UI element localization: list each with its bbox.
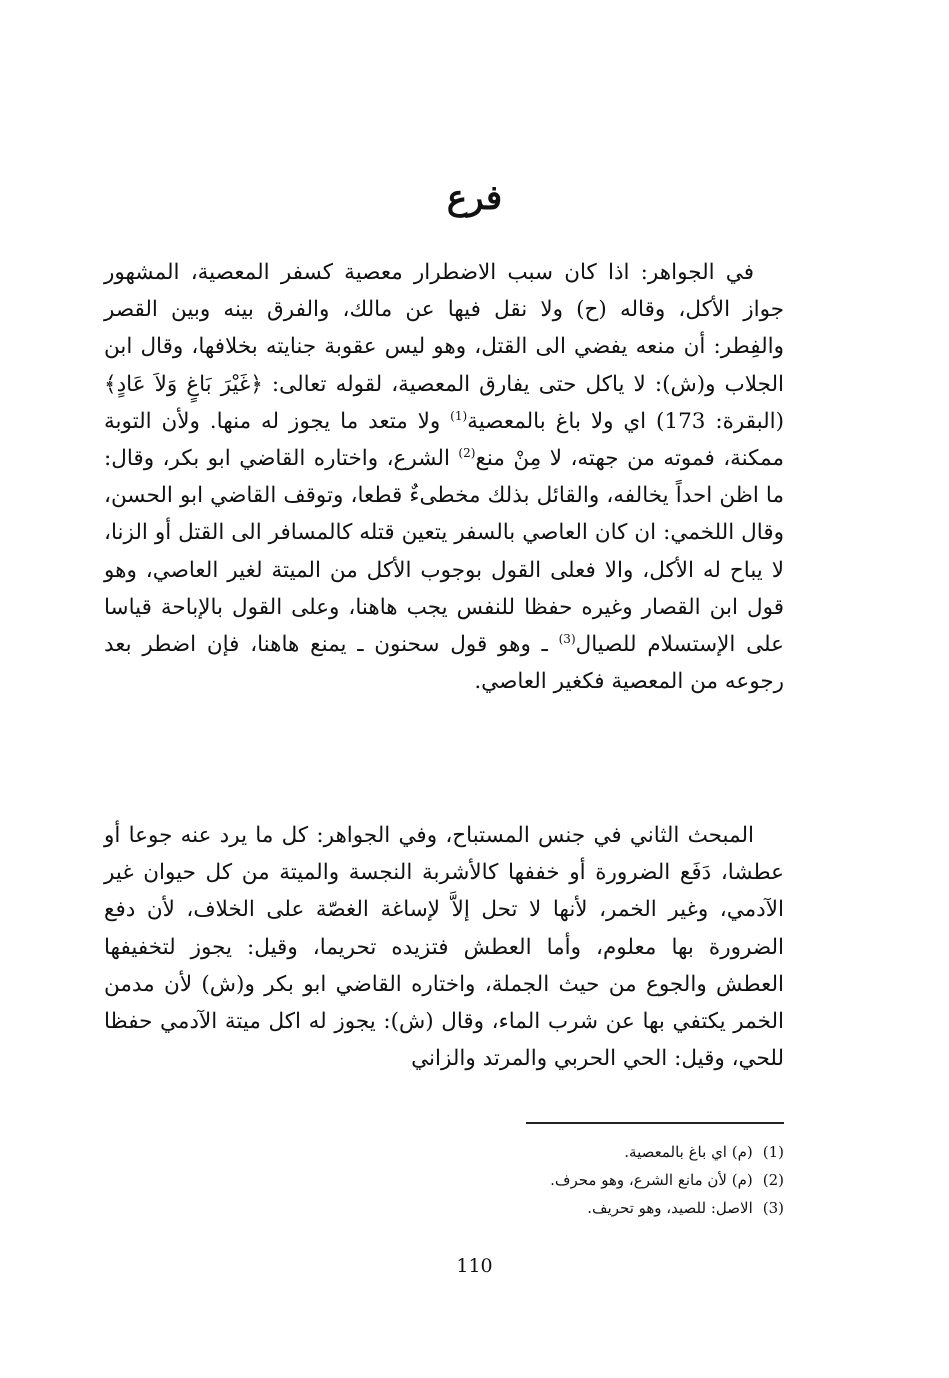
footnote-ref-1: (1) <box>450 408 468 423</box>
footnote-number: (3) <box>762 1199 784 1217</box>
paragraph-2 <box>104 817 784 1077</box>
paragraph-2-text: المبحث الثاني في جنس المستباح، وفي الجواهر: كل ما يرد عنه جوعا أو عطشا، دَفَع الضرورة أو خففها كالأشربة النجسة والميتة من كل حيوان غير الآدمي، وغير الخمر، لأنها لا تحل إلاَّ لإساغة الغصّة على الخلاف، لأن دفع الضرورة بها معلوم، وأما العطش فتزيده تحريما، وقيل: يجوز لتخفيفها العطش والجوع من حيث الجملة، واختاره القاضي ابو بكر و(ش) لأن مدمن الخمر يكتفي بها عن شرب الماء، وقال (ش): يجوز له اكل ميتة الآدمي حفظا للحي، وقيل: الحي الحربي والمرتد والزاني <box>104 823 784 1072</box>
section-heading: فرع <box>446 178 503 218</box>
footnote-text: (م) لأن مانع الشرع، وهو محرف. <box>550 1171 753 1189</box>
footnotes <box>340 1138 784 1222</box>
footnote-ref-3: (3) <box>558 631 576 646</box>
footnote-divider <box>526 1122 784 1124</box>
paragraph-1-text-c: الشرع، واختاره القاضي ابو بكر، وقال: ما اظن احداً يخالفه، والقائل بذلك مخطىءٌ قطعا، وتوقف القاضي ابو الحسن، وقال اللخمي: ان كان العاصي بالسفر يتعين قتله كالمسافر الى القتل أو الزنا، لا يباح له الأكل، والا فعلى القول بوجوب الأكل من الميتة لغير العاصي، وهو قول ابن القصار وغيره حفظا للنفس يجب هاهنا، وعلى القول بالإباحة قياسا على الإستسلام للصيال <box>104 446 784 658</box>
footnote-2 <box>340 1166 784 1194</box>
footnote-number: (2) <box>762 1171 784 1189</box>
paragraph-1-text-b: ولا متعد ما يجوز له منها. ولأن التوبة ممكنة، فموته من جهته، لا مِنْ منع <box>104 408 784 472</box>
paragraph-1-text-a: في الجواهر: اذا كان سبب الاضطرار معصية كسفر المعصية، المشهور جواز الأكل، وقاله (ح) ولا نقل فيها عن مالك، والفرق بينه وبين القصر والفِطر: أن منعه يفضي الى القتل، وهو ليس عقوبة جنايته بخلافها، وقال ابن الجلاب و(ش): لا ياكل حتى يفارق المعصية، لقوله تعالى: ﴿غَيْرَ بَاغٍ وَلاَ عَادٍ﴾ (البقرة: 173) اي ولا باغ بالمعصية <box>104 260 784 434</box>
page-number: 110 <box>456 1255 493 1277</box>
footnote-text: (م) اي باغ بالمعصية. <box>624 1143 753 1161</box>
footnote-number: (1) <box>762 1143 784 1161</box>
footnote-ref-2: (2) <box>458 445 476 460</box>
paragraph-1 <box>104 254 784 700</box>
footnote-text: الاصل: للصيد، وهو تحريف. <box>587 1199 753 1217</box>
footnote-1 <box>340 1138 784 1166</box>
footnote-3 <box>340 1194 784 1222</box>
paragraph-1-text-d: ـ وهو قول سحنون ـ يمنع هاهنا، فإن اضطر بعد رجوعه من المعصية فكغير العاصي. <box>104 632 784 695</box>
